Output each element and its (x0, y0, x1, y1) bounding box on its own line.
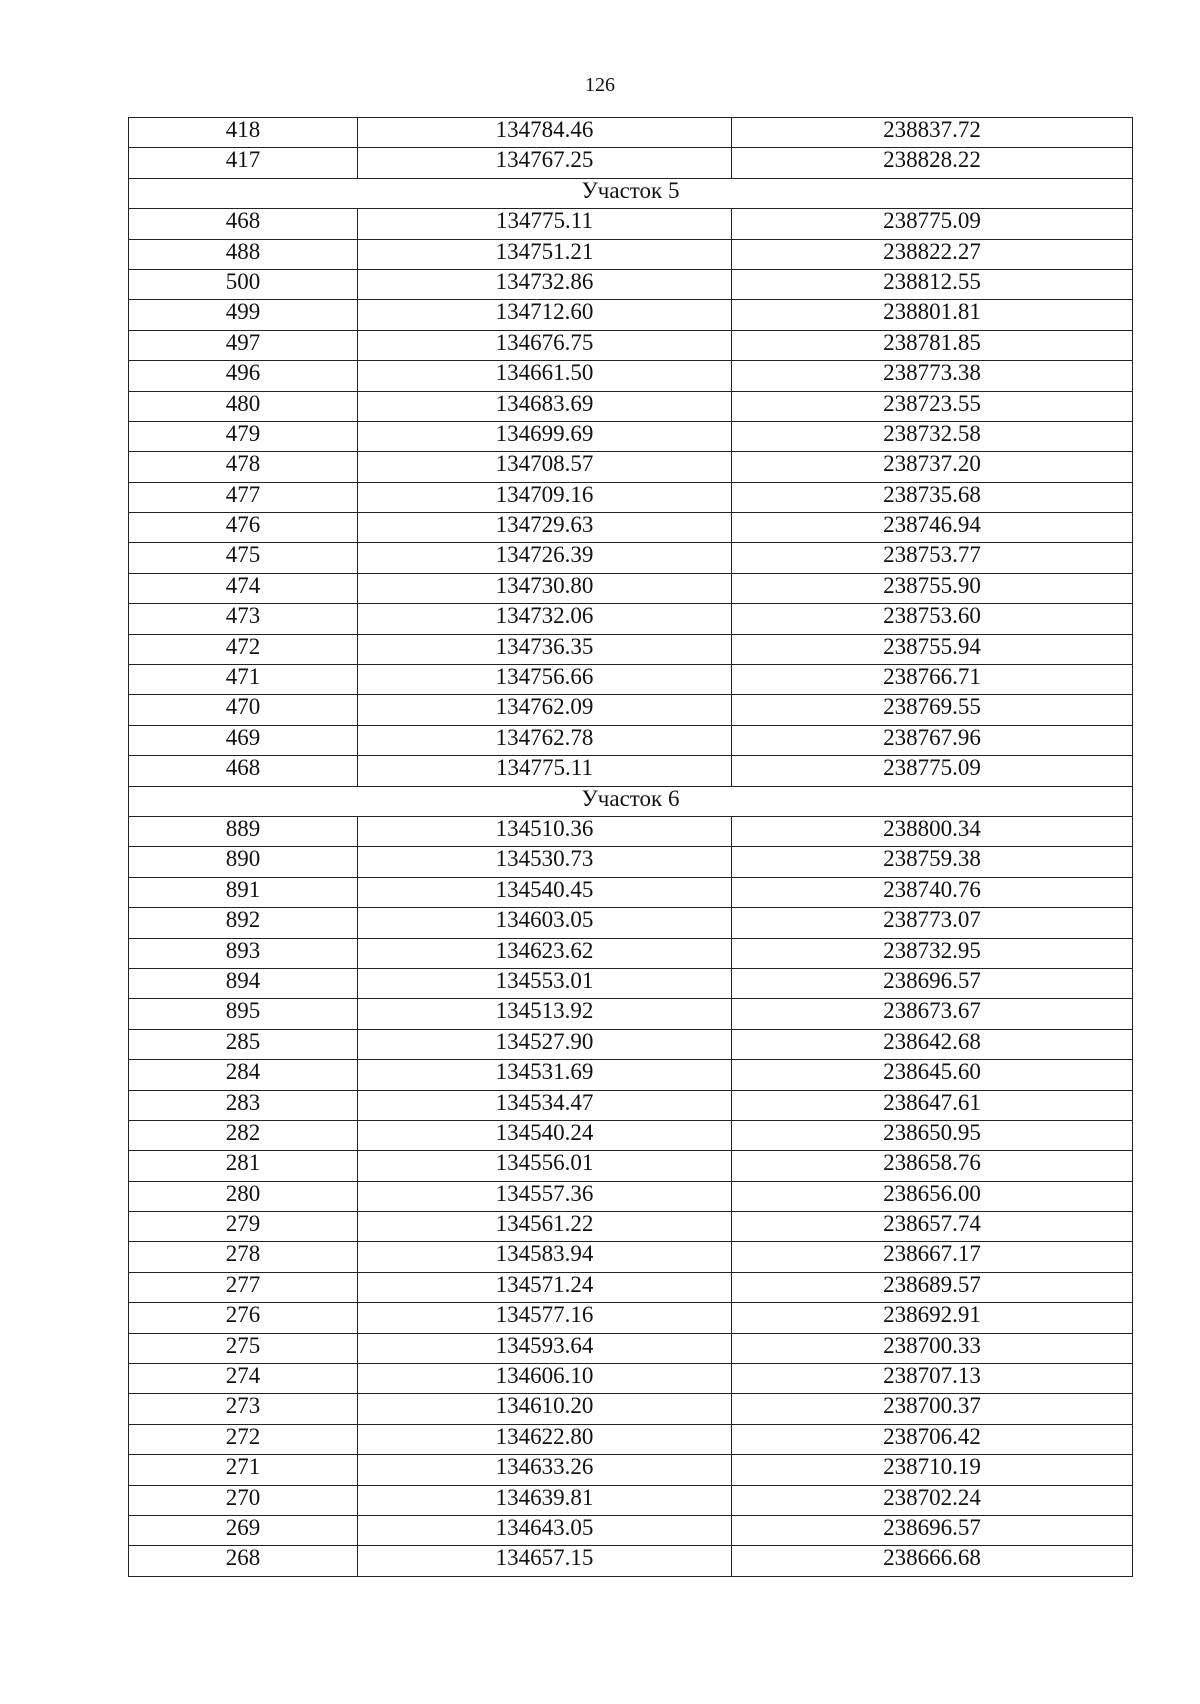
table-row (129, 1424, 1133, 1454)
x-coordinate-cell: 134531.69 (358, 1060, 732, 1090)
table-row (129, 1303, 1133, 1333)
point-number-cell: 894 (129, 968, 358, 998)
page-number: 126 (585, 74, 615, 96)
x-coordinate-cell: 134571.24 (358, 1272, 732, 1302)
y-coordinate-cell: 238800.34 (732, 816, 1133, 846)
table-row (129, 604, 1133, 634)
x-coordinate-cell: 134683.69 (358, 391, 732, 421)
y-coordinate-cell: 238773.07 (732, 908, 1133, 938)
table-row (129, 239, 1133, 269)
table-row (129, 300, 1133, 330)
y-coordinate-cell: 238828.22 (732, 148, 1133, 178)
y-coordinate-cell: 238740.76 (732, 877, 1133, 907)
y-coordinate-cell: 238753.77 (732, 543, 1133, 573)
table-row (129, 1394, 1133, 1424)
x-coordinate-cell: 134561.22 (358, 1212, 732, 1242)
point-number-cell: 470 (129, 695, 358, 725)
y-coordinate-cell: 238801.81 (732, 300, 1133, 330)
table-row (129, 1212, 1133, 1242)
x-coordinate-cell: 134736.35 (358, 634, 732, 664)
coordinates-table (128, 117, 1133, 1577)
y-coordinate-cell: 238781.85 (732, 330, 1133, 360)
point-number-cell: 892 (129, 908, 358, 938)
table-row (129, 1120, 1133, 1150)
x-coordinate-cell: 134726.39 (358, 543, 732, 573)
section-header-row (129, 786, 1133, 816)
y-coordinate-cell: 238706.42 (732, 1424, 1133, 1454)
point-number-cell: 468 (129, 756, 358, 786)
table-row (129, 1364, 1133, 1394)
table-row (129, 452, 1133, 482)
point-number-cell: 496 (129, 361, 358, 391)
x-coordinate-cell: 134784.46 (358, 118, 732, 148)
point-number-cell: 893 (129, 938, 358, 968)
x-coordinate-cell: 134767.25 (358, 148, 732, 178)
x-coordinate-cell: 134657.15 (358, 1546, 732, 1576)
table-row (129, 391, 1133, 421)
point-number-cell: 469 (129, 725, 358, 755)
x-coordinate-cell: 134622.80 (358, 1424, 732, 1454)
table-row (129, 148, 1133, 178)
table-row (129, 847, 1133, 877)
table-row (129, 482, 1133, 512)
x-coordinate-cell: 134557.36 (358, 1181, 732, 1211)
x-coordinate-cell: 134603.05 (358, 908, 732, 938)
point-number-cell: 283 (129, 1090, 358, 1120)
table-row (129, 513, 1133, 543)
y-coordinate-cell: 238732.95 (732, 938, 1133, 968)
point-number-cell: 473 (129, 604, 358, 634)
table-row (129, 573, 1133, 603)
y-coordinate-cell: 238759.38 (732, 847, 1133, 877)
x-coordinate-cell: 134732.86 (358, 269, 732, 299)
point-number-cell: 271 (129, 1455, 358, 1485)
section-header-row (129, 178, 1133, 208)
table-row (129, 695, 1133, 725)
y-coordinate-cell: 238657.74 (732, 1212, 1133, 1242)
point-number-cell: 273 (129, 1394, 358, 1424)
point-number-cell: 276 (129, 1303, 358, 1333)
section-title: Участок 5 (129, 178, 1133, 208)
table-row (129, 1242, 1133, 1272)
x-coordinate-cell: 134513.92 (358, 999, 732, 1029)
table-row (129, 634, 1133, 664)
point-number-cell: 471 (129, 665, 358, 695)
table-row (129, 665, 1133, 695)
x-coordinate-cell: 134775.11 (358, 209, 732, 239)
point-number-cell: 270 (129, 1485, 358, 1515)
table-row (129, 816, 1133, 846)
y-coordinate-cell: 238666.68 (732, 1546, 1133, 1576)
point-number-cell: 268 (129, 1546, 358, 1576)
table-row (129, 1090, 1133, 1120)
point-number-cell: 278 (129, 1242, 358, 1272)
x-coordinate-cell: 134553.01 (358, 968, 732, 998)
y-coordinate-cell: 238755.94 (732, 634, 1133, 664)
point-number-cell: 477 (129, 482, 358, 512)
table-row (129, 209, 1133, 239)
y-coordinate-cell: 238710.19 (732, 1455, 1133, 1485)
point-number-cell: 282 (129, 1120, 358, 1150)
x-coordinate-cell: 134661.50 (358, 361, 732, 391)
y-coordinate-cell: 238642.68 (732, 1029, 1133, 1059)
x-coordinate-cell: 134593.64 (358, 1333, 732, 1363)
point-number-cell: 272 (129, 1424, 358, 1454)
point-number-cell: 499 (129, 300, 358, 330)
x-coordinate-cell: 134623.62 (358, 938, 732, 968)
point-number-cell: 275 (129, 1333, 358, 1363)
x-coordinate-cell: 134729.63 (358, 513, 732, 543)
x-coordinate-cell: 134709.16 (358, 482, 732, 512)
x-coordinate-cell: 134775.11 (358, 756, 732, 786)
y-coordinate-cell: 238775.09 (732, 756, 1133, 786)
y-coordinate-cell: 238696.57 (732, 1515, 1133, 1545)
x-coordinate-cell: 134540.45 (358, 877, 732, 907)
table-row (129, 1151, 1133, 1181)
y-coordinate-cell: 238755.90 (732, 573, 1133, 603)
x-coordinate-cell: 134606.10 (358, 1364, 732, 1394)
table-row (129, 1546, 1133, 1576)
y-coordinate-cell: 238700.33 (732, 1333, 1133, 1363)
point-number-cell: 488 (129, 239, 358, 269)
table-row (129, 1181, 1133, 1211)
y-coordinate-cell: 238702.24 (732, 1485, 1133, 1515)
table-row (129, 1272, 1133, 1302)
x-coordinate-cell: 134762.78 (358, 725, 732, 755)
table-row (129, 1060, 1133, 1090)
point-number-cell: 891 (129, 877, 358, 907)
table-row (129, 877, 1133, 907)
y-coordinate-cell: 238673.67 (732, 999, 1133, 1029)
y-coordinate-cell: 238647.61 (732, 1090, 1133, 1120)
y-coordinate-cell: 238775.09 (732, 209, 1133, 239)
y-coordinate-cell: 238658.76 (732, 1151, 1133, 1181)
y-coordinate-cell: 238746.94 (732, 513, 1133, 543)
y-coordinate-cell: 238822.27 (732, 239, 1133, 269)
x-coordinate-cell: 134676.75 (358, 330, 732, 360)
point-number-cell: 474 (129, 573, 358, 603)
x-coordinate-cell: 134751.21 (358, 239, 732, 269)
point-number-cell: 476 (129, 513, 358, 543)
table-row (129, 330, 1133, 360)
y-coordinate-cell: 238645.60 (732, 1060, 1133, 1090)
point-number-cell: 274 (129, 1364, 358, 1394)
point-number-cell: 479 (129, 421, 358, 451)
y-coordinate-cell: 238700.37 (732, 1394, 1133, 1424)
table-row (129, 118, 1133, 148)
point-number-cell: 475 (129, 543, 358, 573)
x-coordinate-cell: 134633.26 (358, 1455, 732, 1485)
y-coordinate-cell: 238689.57 (732, 1272, 1133, 1302)
x-coordinate-cell: 134556.01 (358, 1151, 732, 1181)
y-coordinate-cell: 238723.55 (732, 391, 1133, 421)
x-coordinate-cell: 134756.66 (358, 665, 732, 695)
table-row (129, 725, 1133, 755)
point-number-cell: 269 (129, 1515, 358, 1545)
y-coordinate-cell: 238732.58 (732, 421, 1133, 451)
x-coordinate-cell: 134530.73 (358, 847, 732, 877)
point-number-cell: 279 (129, 1212, 358, 1242)
x-coordinate-cell: 134732.06 (358, 604, 732, 634)
table-row (129, 968, 1133, 998)
x-coordinate-cell: 134527.90 (358, 1029, 732, 1059)
point-number-cell: 417 (129, 148, 358, 178)
y-coordinate-cell: 238766.71 (732, 665, 1133, 695)
x-coordinate-cell: 134762.09 (358, 695, 732, 725)
x-coordinate-cell: 134540.24 (358, 1120, 732, 1150)
x-coordinate-cell: 134534.47 (358, 1090, 732, 1120)
y-coordinate-cell: 238692.91 (732, 1303, 1133, 1333)
y-coordinate-cell: 238667.17 (732, 1242, 1133, 1272)
x-coordinate-cell: 134510.36 (358, 816, 732, 846)
point-number-cell: 890 (129, 847, 358, 877)
point-number-cell: 418 (129, 118, 358, 148)
point-number-cell: 284 (129, 1060, 358, 1090)
x-coordinate-cell: 134708.57 (358, 452, 732, 482)
x-coordinate-cell: 134643.05 (358, 1515, 732, 1545)
point-number-cell: 285 (129, 1029, 358, 1059)
y-coordinate-cell: 238735.68 (732, 482, 1133, 512)
point-number-cell: 895 (129, 999, 358, 1029)
table-row (129, 1333, 1133, 1363)
table-row (129, 999, 1133, 1029)
table-row (129, 1029, 1133, 1059)
y-coordinate-cell: 238837.72 (732, 118, 1133, 148)
x-coordinate-cell: 134712.60 (358, 300, 732, 330)
x-coordinate-cell: 134730.80 (358, 573, 732, 603)
table-row (129, 938, 1133, 968)
table-row (129, 1515, 1133, 1545)
table-row (129, 1485, 1133, 1515)
section-title: Участок 6 (129, 786, 1133, 816)
y-coordinate-cell: 238769.55 (732, 695, 1133, 725)
table-row (129, 1455, 1133, 1485)
y-coordinate-cell: 238707.13 (732, 1364, 1133, 1394)
point-number-cell: 500 (129, 269, 358, 299)
y-coordinate-cell: 238773.38 (732, 361, 1133, 391)
point-number-cell: 280 (129, 1181, 358, 1211)
coordinates-table-body (129, 118, 1133, 1577)
point-number-cell: 281 (129, 1151, 358, 1181)
table-row (129, 421, 1133, 451)
x-coordinate-cell: 134639.81 (358, 1485, 732, 1515)
x-coordinate-cell: 134577.16 (358, 1303, 732, 1333)
x-coordinate-cell: 134583.94 (358, 1242, 732, 1272)
point-number-cell: 889 (129, 816, 358, 846)
point-number-cell: 472 (129, 634, 358, 664)
table-row (129, 756, 1133, 786)
table-row (129, 543, 1133, 573)
point-number-cell: 478 (129, 452, 358, 482)
table-row (129, 361, 1133, 391)
point-number-cell: 480 (129, 391, 358, 421)
point-number-cell: 277 (129, 1272, 358, 1302)
y-coordinate-cell: 238650.95 (732, 1120, 1133, 1150)
y-coordinate-cell: 238767.96 (732, 725, 1133, 755)
x-coordinate-cell: 134610.20 (358, 1394, 732, 1424)
y-coordinate-cell: 238753.60 (732, 604, 1133, 634)
table-row (129, 269, 1133, 299)
table-row (129, 908, 1133, 938)
y-coordinate-cell: 238812.55 (732, 269, 1133, 299)
x-coordinate-cell: 134699.69 (358, 421, 732, 451)
y-coordinate-cell: 238656.00 (732, 1181, 1133, 1211)
y-coordinate-cell: 238696.57 (732, 968, 1133, 998)
point-number-cell: 468 (129, 209, 358, 239)
point-number-cell: 497 (129, 330, 358, 360)
y-coordinate-cell: 238737.20 (732, 452, 1133, 482)
